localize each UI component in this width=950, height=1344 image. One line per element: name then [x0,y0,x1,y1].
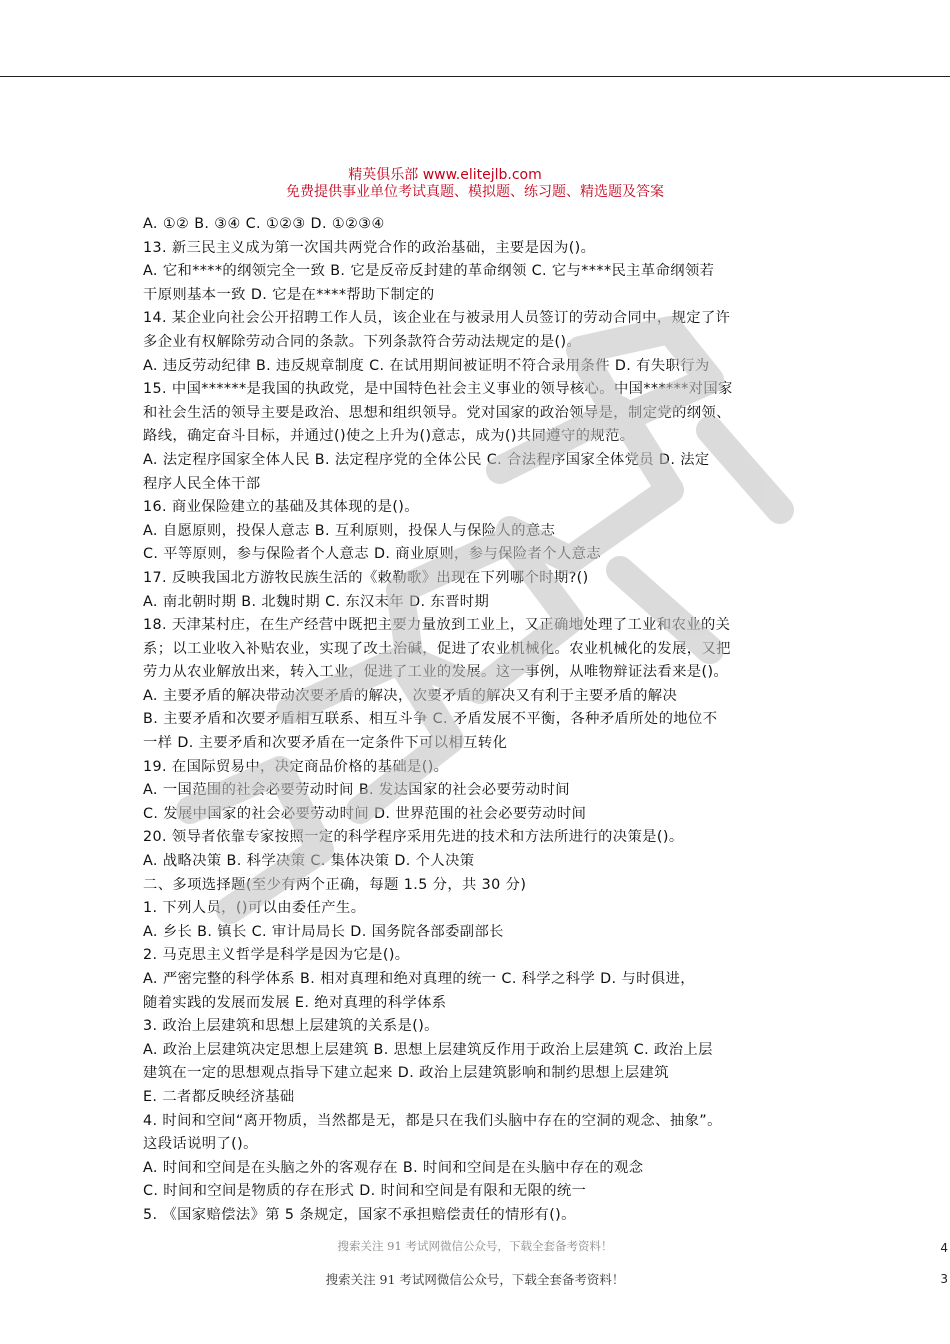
text-line: 14. 某企业向社会公开招聘工作人员，该企业在与被录用人员签订的劳动合同中，规定了许 [143,310,731,327]
text-line: 建筑在一定的思想观点指导下建立起来 D. 政治上层建筑影响和制约思想上层建筑 [143,1065,669,1082]
text-line: 20. 领导者依靠专家按照一定的科学程序采用先进的技术和方法所进行的决策是()。 [143,829,684,846]
text-line: 这段话说明了()。 [143,1136,258,1153]
header-line-1: 精英俱乐部 www.elitejlb.com [348,167,542,183]
text-line: 5. 《国家赔偿法》第 5 条规定，国家不承担赔偿责任的情形有()。 [143,1206,576,1223]
footer-notice-2: 搜索关注 91 考试网微信公众号，下载全套备考资料！ [325,1272,625,1287]
text-line: C. 时间和空间是物质的存在形式 D. 时间和空间是有限和无限的统一 [143,1183,587,1200]
text-line: A. ①② B. ③④ C. ①②③ D. ①②③④ [143,216,385,232]
text-line: 干原则基本一致 D. 它是在****帮助下制定的 [143,286,435,303]
page-number-2: 3 [940,1272,948,1286]
text-line: 二、多项选择题(至少有两个正确，每题 1.5 分，共 30 分) [143,876,527,893]
document-body [143,213,793,1228]
text-line: 19. 在国际贸易中，决定商品价格的基础是()。 [143,758,449,775]
text-line: A. 战略决策 B. 科学决策 C. 集体决策 D. 个人决策 [143,853,475,870]
text-line: A. 法定程序国家全体人民 B. 法定程序党的全体公民 C. 合法程序国家全体党员 D. 法定 [143,451,710,468]
text-line: 4. 时间和空间“离开物质，当然都是无，都是只在我们头脑中存在的空洞的观念、抽象”。 [143,1112,722,1129]
footer-notice-1: 搜索关注 91 考试网微信公众号，下载全套备考资料！ [337,1239,613,1253]
page-number-1: 4 [940,1241,948,1255]
text-line: A. 政治上层建筑决定思想上层建筑 B. 思想上层建筑反作用于政治上层建筑 C. 政治上层 [143,1041,713,1058]
text-line: 18. 天津某村庄，在生产经营中既把主要力量放到工业上，又正确地处理了工业和农业的关 [143,617,731,634]
text-line: 系；以工业收入补贴农业，实现了改土治碱，促进了农业机械化。农业机械化的发展，又把 [143,640,731,657]
text-line: 劳力从农业解放出来，转入工业，促进了工业的发展。这一事例，从唯物辩证法看来是()。 [143,664,729,681]
text-line: A. 自愿原则，投保人意志 B. 互利原则，投保人与保险人的意志 [143,522,556,539]
text-line: A. 违反劳动纪律 B. 违反规章制度 C. 在试用期间被证明不符合录用条件 D. 有失职行为 [143,357,710,374]
text-line: 和社会生活的领导主要是政治、思想和组织领导。党对国家的政治领导是，制定党的纲领、 [143,404,731,421]
text-line: 路线，确定奋斗目标，并通过()使之上升为()意志，成为()共同遵守的规范。 [143,428,635,445]
top-rule [0,76,950,77]
text-line: 15. 中国******是我国的执政党，是中国特色社会主义事业的领导核心。中国******对国家 [143,381,733,398]
text-line: 2. 马克思主义哲学是科学是因为它是()。 [143,947,410,964]
text-line: 13. 新三民主义成为第一次国共两党合作的政治基础，主要是因为()。 [143,239,596,256]
text-line: A. 一国范围的社会必要劳动时间 B. 发达国家的社会必要劳动时间 [143,782,570,799]
text-line: 17. 反映我国北方游牧民族生活的《敕勒歌》出现在下列哪个时期?() [143,569,589,586]
text-line: A. 主要矛盾的解决带动次要矛盾的解决，次要矛盾的解决又有利于主要矛盾的解决 [143,687,678,704]
header-line-2: 免费提供事业单位考试真题、模拟题、练习题、精选题及答案 [286,184,664,200]
text-line: A. 乡长 B. 镇长 C. 审计局局长 D. 国务院各部委副部长 [143,923,504,940]
text-line: A. 南北朝时期 B. 北魏时期 C. 东汉末年 D. 东晋时期 [143,593,490,610]
text-line: 随着实践的发展而发展 E. 绝对真理的科学体系 [143,994,447,1011]
text-line: 多企业有权解除劳动合同的条款。下列条款符合劳动法规定的是()。 [143,333,582,350]
text-line: C. 平等原则，参与保险者个人意志 D. 商业原则，参与保险者个人意志 [143,546,602,563]
text-line: 16. 商业保险建立的基础及其体现的是()。 [143,499,419,516]
text-line: B. 主要矛盾和次要矛盾相互联系、相互斗争 C. 矛盾发展不平衡，各种矛盾所处的地位不 [143,711,718,728]
text-line: 一样 D. 主要矛盾和次要矛盾在一定条件下可以相互转化 [143,735,508,752]
text-line: C. 发展中国家的社会必要劳动时间 D. 世界范围的社会必要劳动时间 [143,805,587,822]
text-line: 1. 下列人员，()可以由委任产生。 [143,900,366,917]
text-line: A. 它和****的纲领完全一致 B. 它是反帝反封建的革命纲领 C. 它与****民主革命纲领若 [143,263,715,280]
text-line: E. 二者都反映经济基础 [143,1088,295,1105]
text-line: A. 严密完整的科学体系 B. 相对真理和绝对真理的统一 C. 科学之科学 D. 与时俱进， [143,971,695,987]
text-line: 程序人民全体干部 [143,475,261,492]
text-line: 3. 政治上层建筑和思想上层建筑的关系是()。 [143,1018,439,1035]
text-line: A. 时间和空间是在头脑之外的客观存在 B. 时间和空间是在头脑中存在的观念 [143,1159,644,1176]
